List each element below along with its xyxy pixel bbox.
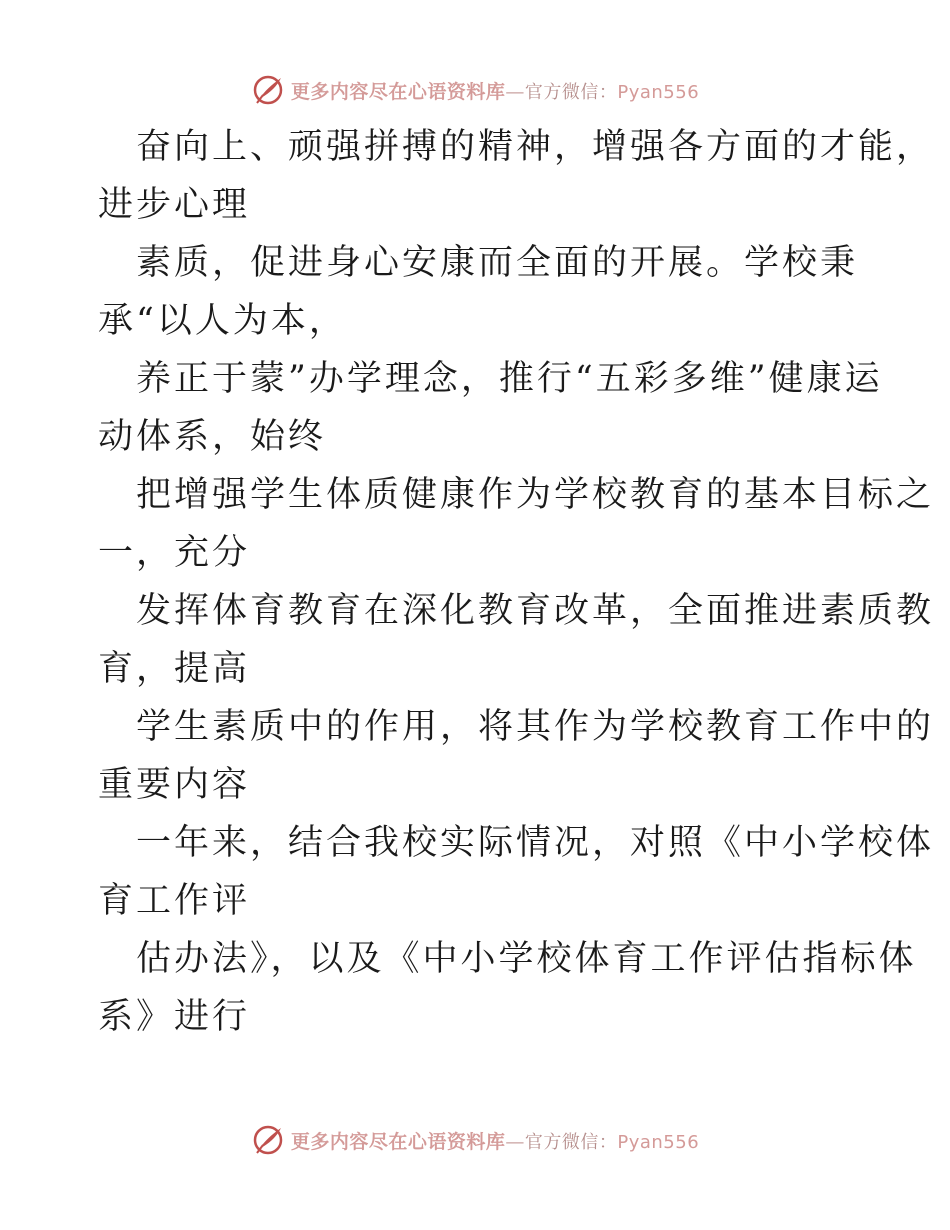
body-line: 承“以人为本， [98,301,347,341]
footer-separator: — [505,1130,525,1153]
body-line: 奋向上、顽强拼搏的精神，增强各方面的才能， [136,127,935,167]
header-wechat-id: Pyan556 [617,81,700,103]
body-line: 重要内容 [98,765,251,805]
body-line: 养正于蒙”办学理念，推行“五彩多维”健康运 [136,359,883,399]
header-separator: — [505,80,525,103]
header-text [291,77,699,104]
body-line: 发挥体育教育在深化教育改革，全面推进素质教 [136,591,935,631]
body-line: 动体系，始终 [98,417,327,457]
header-wechat-label: 官方微信： [524,81,618,103]
body-line: 育工作评 [98,881,251,921]
footer-wechat-label: 官方微信： [524,1131,618,1153]
body-line: 一，充分 [98,533,251,573]
body-line: 学生素质中的作用，将其作为学校教育工作中的 [136,707,935,747]
body-line: 素质，促进身心安康而全面的开展。学校秉 [136,243,859,283]
body-line: 系》进行 [98,997,251,1037]
feather-quill-logo-icon [251,73,285,107]
body-line: 把增强学生体质健康作为学校教育的基本目标之 [136,475,935,515]
feather-quill-logo-icon [251,1123,285,1157]
body-line: 育，提高 [98,649,251,689]
footer-wechat-id: Pyan556 [617,1131,700,1153]
body-line: 估办法》，以及《中小学校体育工作评估指标体 [136,939,917,979]
header-brand: 更多内容尽在心语资料库 [290,80,506,103]
footer-text [291,1127,699,1154]
footer-banner [0,1120,950,1160]
body-line: 进步心理 [98,185,251,225]
body-line: 一年来，结合我校实际情况，对照《中小学校体 [136,823,935,863]
header-banner [0,70,950,110]
document-body [98,118,935,1046]
footer-brand: 更多内容尽在心语资料库 [290,1130,506,1153]
